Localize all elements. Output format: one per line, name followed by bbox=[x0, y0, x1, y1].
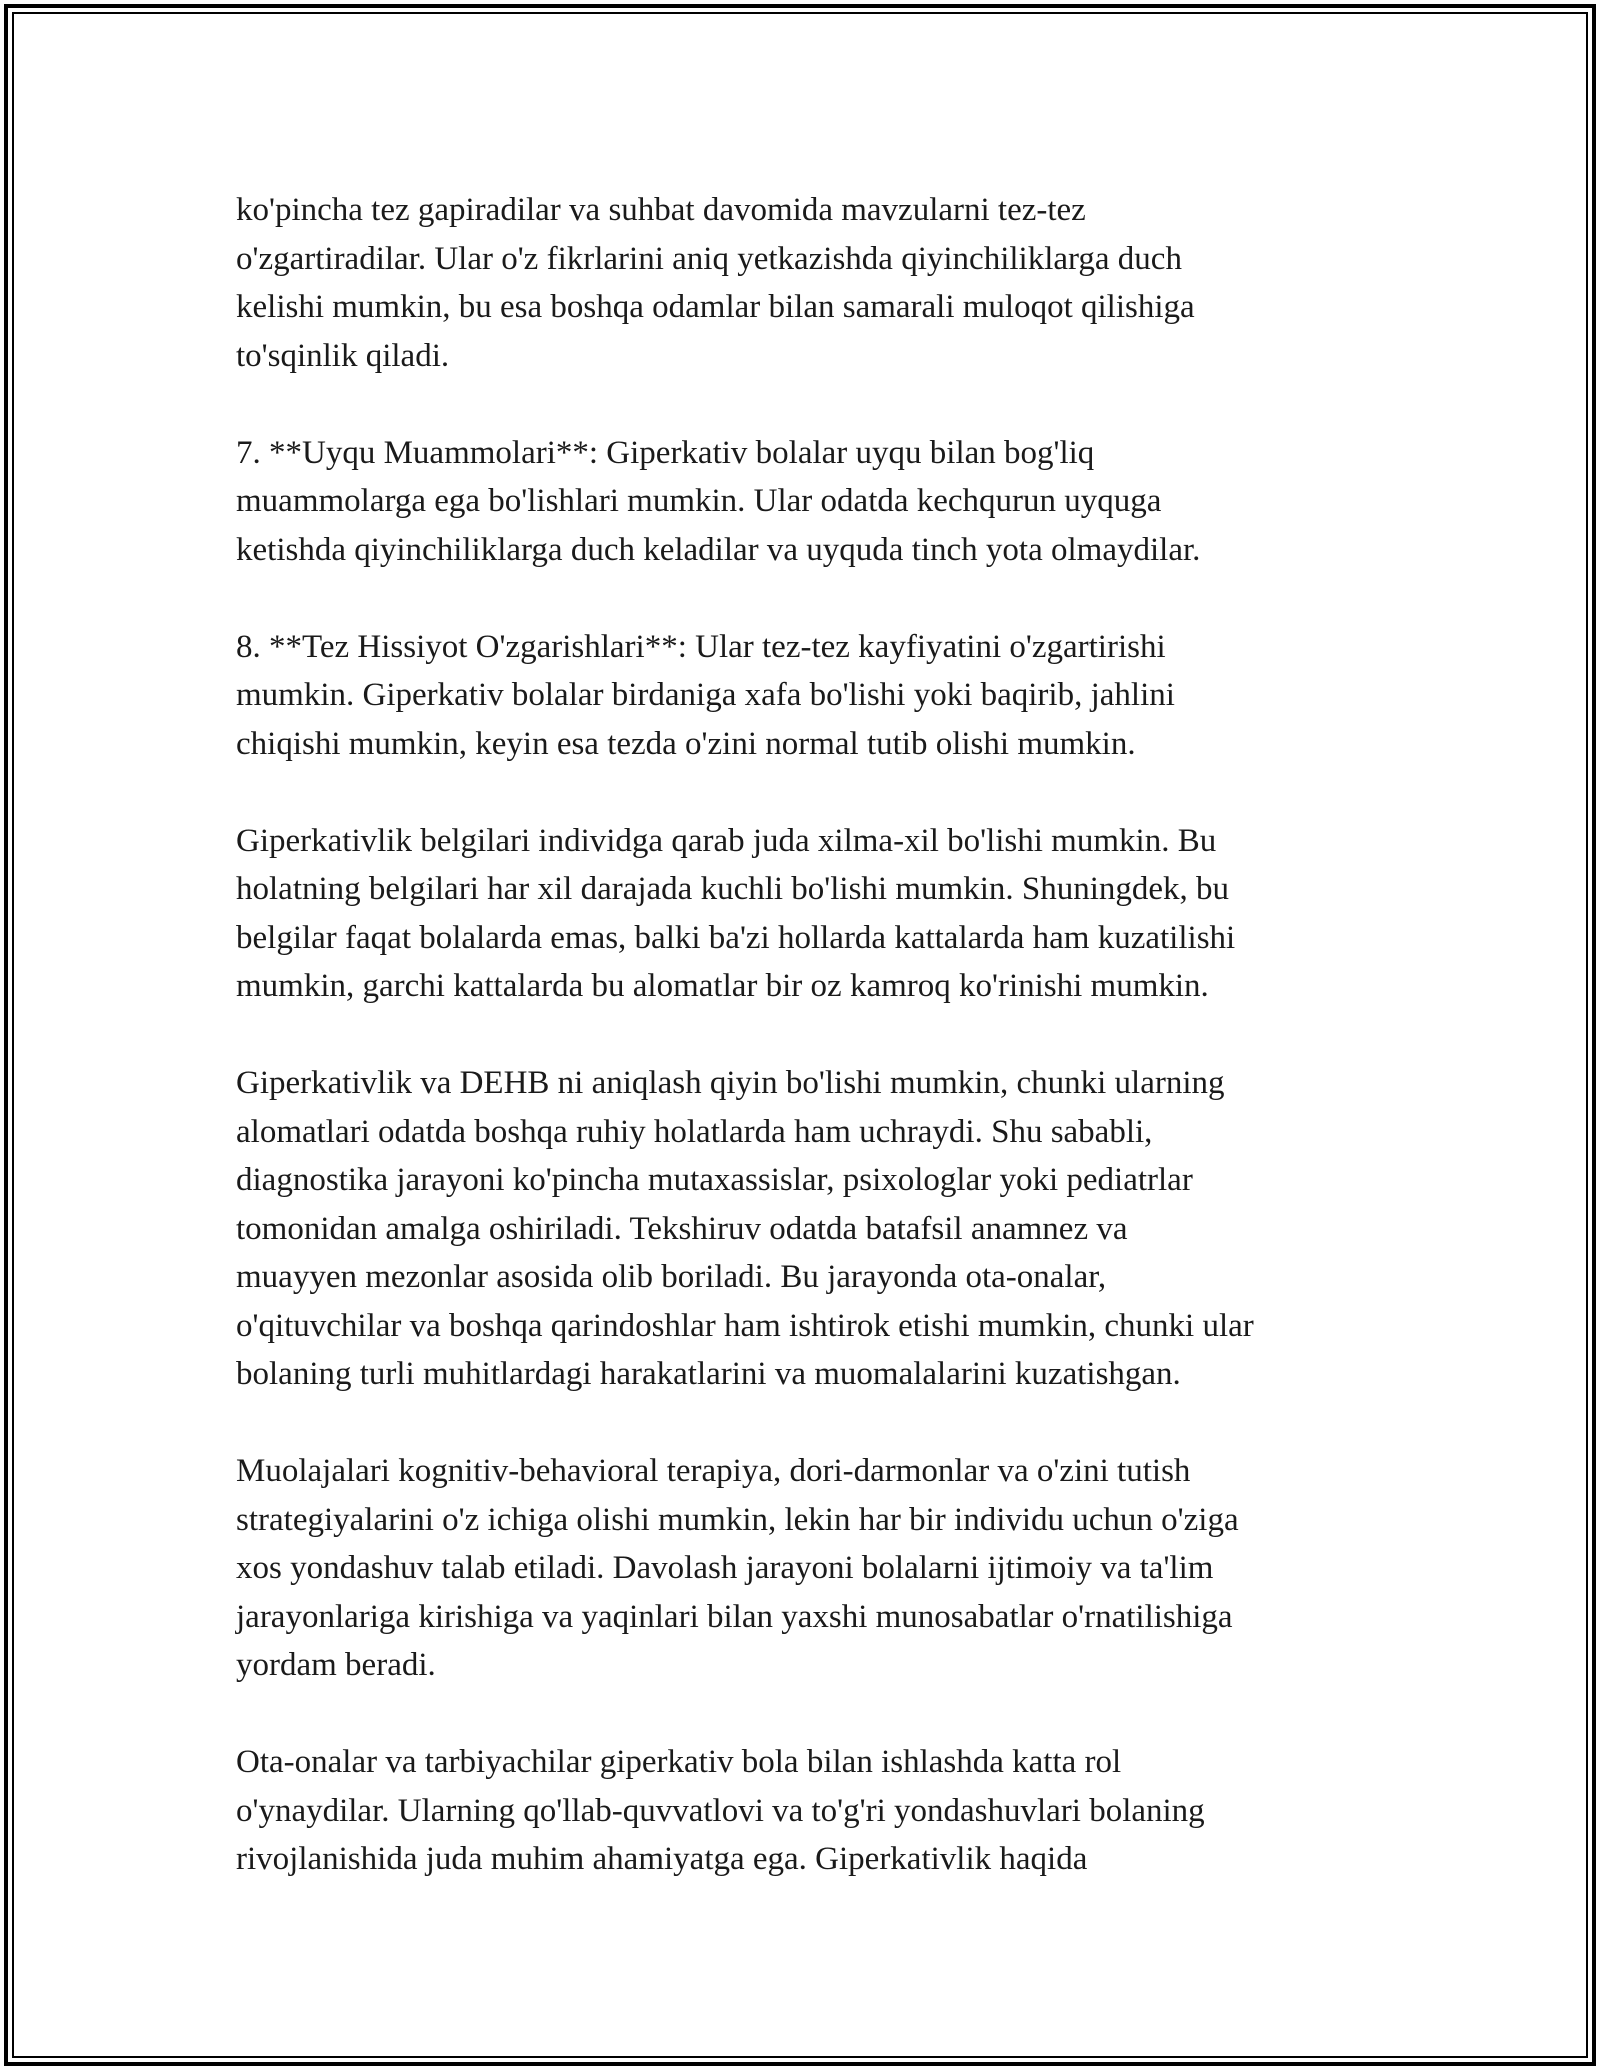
text-line: muayyen mezonlar asosida olib boriladi. Bu jarayonda ota-onalar, bbox=[236, 1259, 1107, 1295]
text-line: mumkin, garchi kattalarda bu alomatlar bir oz kamroq ko'rinishi mumkin. bbox=[236, 968, 1209, 1004]
paragraph-treatment bbox=[236, 1447, 1386, 1690]
text-line: Muolajalari kognitiv-behavioral terapiya, dori-darmonlar va o'zini tutish bbox=[236, 1453, 1191, 1489]
text-line: chiqishi mumkin, keyin esa tezda o'zini normal tutib olishi mumkin. bbox=[236, 725, 1136, 762]
text-line: muammolarga ega bo'lishlari mumkin. Ular odatda kechqurun uyquga bbox=[236, 483, 1162, 519]
text-line: bolaning turli muhitlardagi harakatlarini va muomalalarini kuzatishgan. bbox=[236, 1356, 1181, 1392]
text-line: o'qituvchilar va boshqa qarindoshlar ham ishtirok etishi mumkin, chunki ular bbox=[236, 1307, 1254, 1344]
paragraph-sleep-problems bbox=[236, 429, 1386, 575]
text-line: yordam beradi. bbox=[236, 1647, 436, 1683]
text-line: mumkin. Giperkativ bolalar birdaniga xafa bo'lishi yoki baqirib, jahlini bbox=[236, 677, 1175, 713]
text-line: ko'pincha tez gapiradilar va suhbat davomida mavzularni tez-tez bbox=[236, 192, 1086, 228]
text-line: o'zgartiradilar. Ular o'z fikrlarini aniq yetkazishda qiyinchiliklarga duch bbox=[236, 240, 1182, 277]
paragraph-communication bbox=[236, 186, 1386, 380]
text-line: ketishda qiyinchiliklarga duch keladilar va uyquda tinch yota olmaydilar. bbox=[236, 531, 1201, 568]
text-line: holatning belgilari har xil darajada kuchli bo'lishi mumkin. Shuningdek, bu bbox=[236, 871, 1230, 907]
text-line: 7. **Uyqu Muammolari**: Giperkativ bolalar uyqu bilan bog'liq bbox=[236, 434, 1095, 471]
text-line: xos yondashuv talab etiladi. Davolash jarayoni bolalarni ijtimoiy va ta'lim bbox=[236, 1550, 1214, 1586]
document-body bbox=[236, 186, 1386, 1932]
text-line: diagnostika jarayoni ko'pincha mutaxassislar, psixologlar yoki pediatrlar bbox=[236, 1162, 1193, 1198]
text-line: Ota-onalar va tarbiyachilar giperkativ bola bilan ishlashda katta rol bbox=[236, 1744, 1122, 1780]
text-line: rivojlanishida juda muhim ahamiyatga ega. Giperkativlik haqida bbox=[236, 1841, 1088, 1877]
text-line: 8. **Tez Hissiyot O'zgarishlari**: Ular tez-tez kayfiyatini o'zgartirishi bbox=[236, 628, 1166, 665]
text-line: Giperkativlik belgilari individga qarab juda xilma-xil bo'lishi mumkin. Bu bbox=[236, 822, 1217, 859]
paragraph-diagnosis bbox=[236, 1059, 1386, 1399]
text-line: strategiyalarini o'z ichiga olishi mumkin, lekin har bir individu uchun o'ziga bbox=[236, 1501, 1239, 1538]
text-line: jarayonlariga kirishiga va yaqinlari bilan yaxshi munosabatlar o'rnatilishiga bbox=[236, 1598, 1233, 1635]
paragraph-symptom-variation bbox=[236, 817, 1386, 1011]
text-line: belgilar faqat bolalarda emas, balki ba'zi hollarda kattalarda ham kuzatilishi bbox=[236, 919, 1236, 956]
paragraph-parents-role bbox=[236, 1738, 1386, 1884]
text-line: alomatlari odatda boshqa ruhiy holatlarda ham uchraydi. Shu sababli, bbox=[236, 1113, 1153, 1150]
text-line: Giperkativlik va DEHB ni aniqlash qiyin bo'lishi mumkin, chunki ularning bbox=[236, 1065, 1225, 1101]
text-line: o'ynaydilar. Ularning qo'llab-quvvatlovi va to'g'ri yondashuvlari bolaning bbox=[236, 1792, 1205, 1829]
text-line: tomonidan amalga oshiriladi. Tekshiruv odatda batafsil anamnez va bbox=[236, 1210, 1128, 1247]
text-line: kelishi mumkin, bu esa boshqa odamlar bilan samarali muloqot qilishiga bbox=[236, 289, 1195, 325]
paragraph-mood-changes bbox=[236, 623, 1386, 769]
text-line: to'sqinlik qiladi. bbox=[236, 337, 450, 374]
